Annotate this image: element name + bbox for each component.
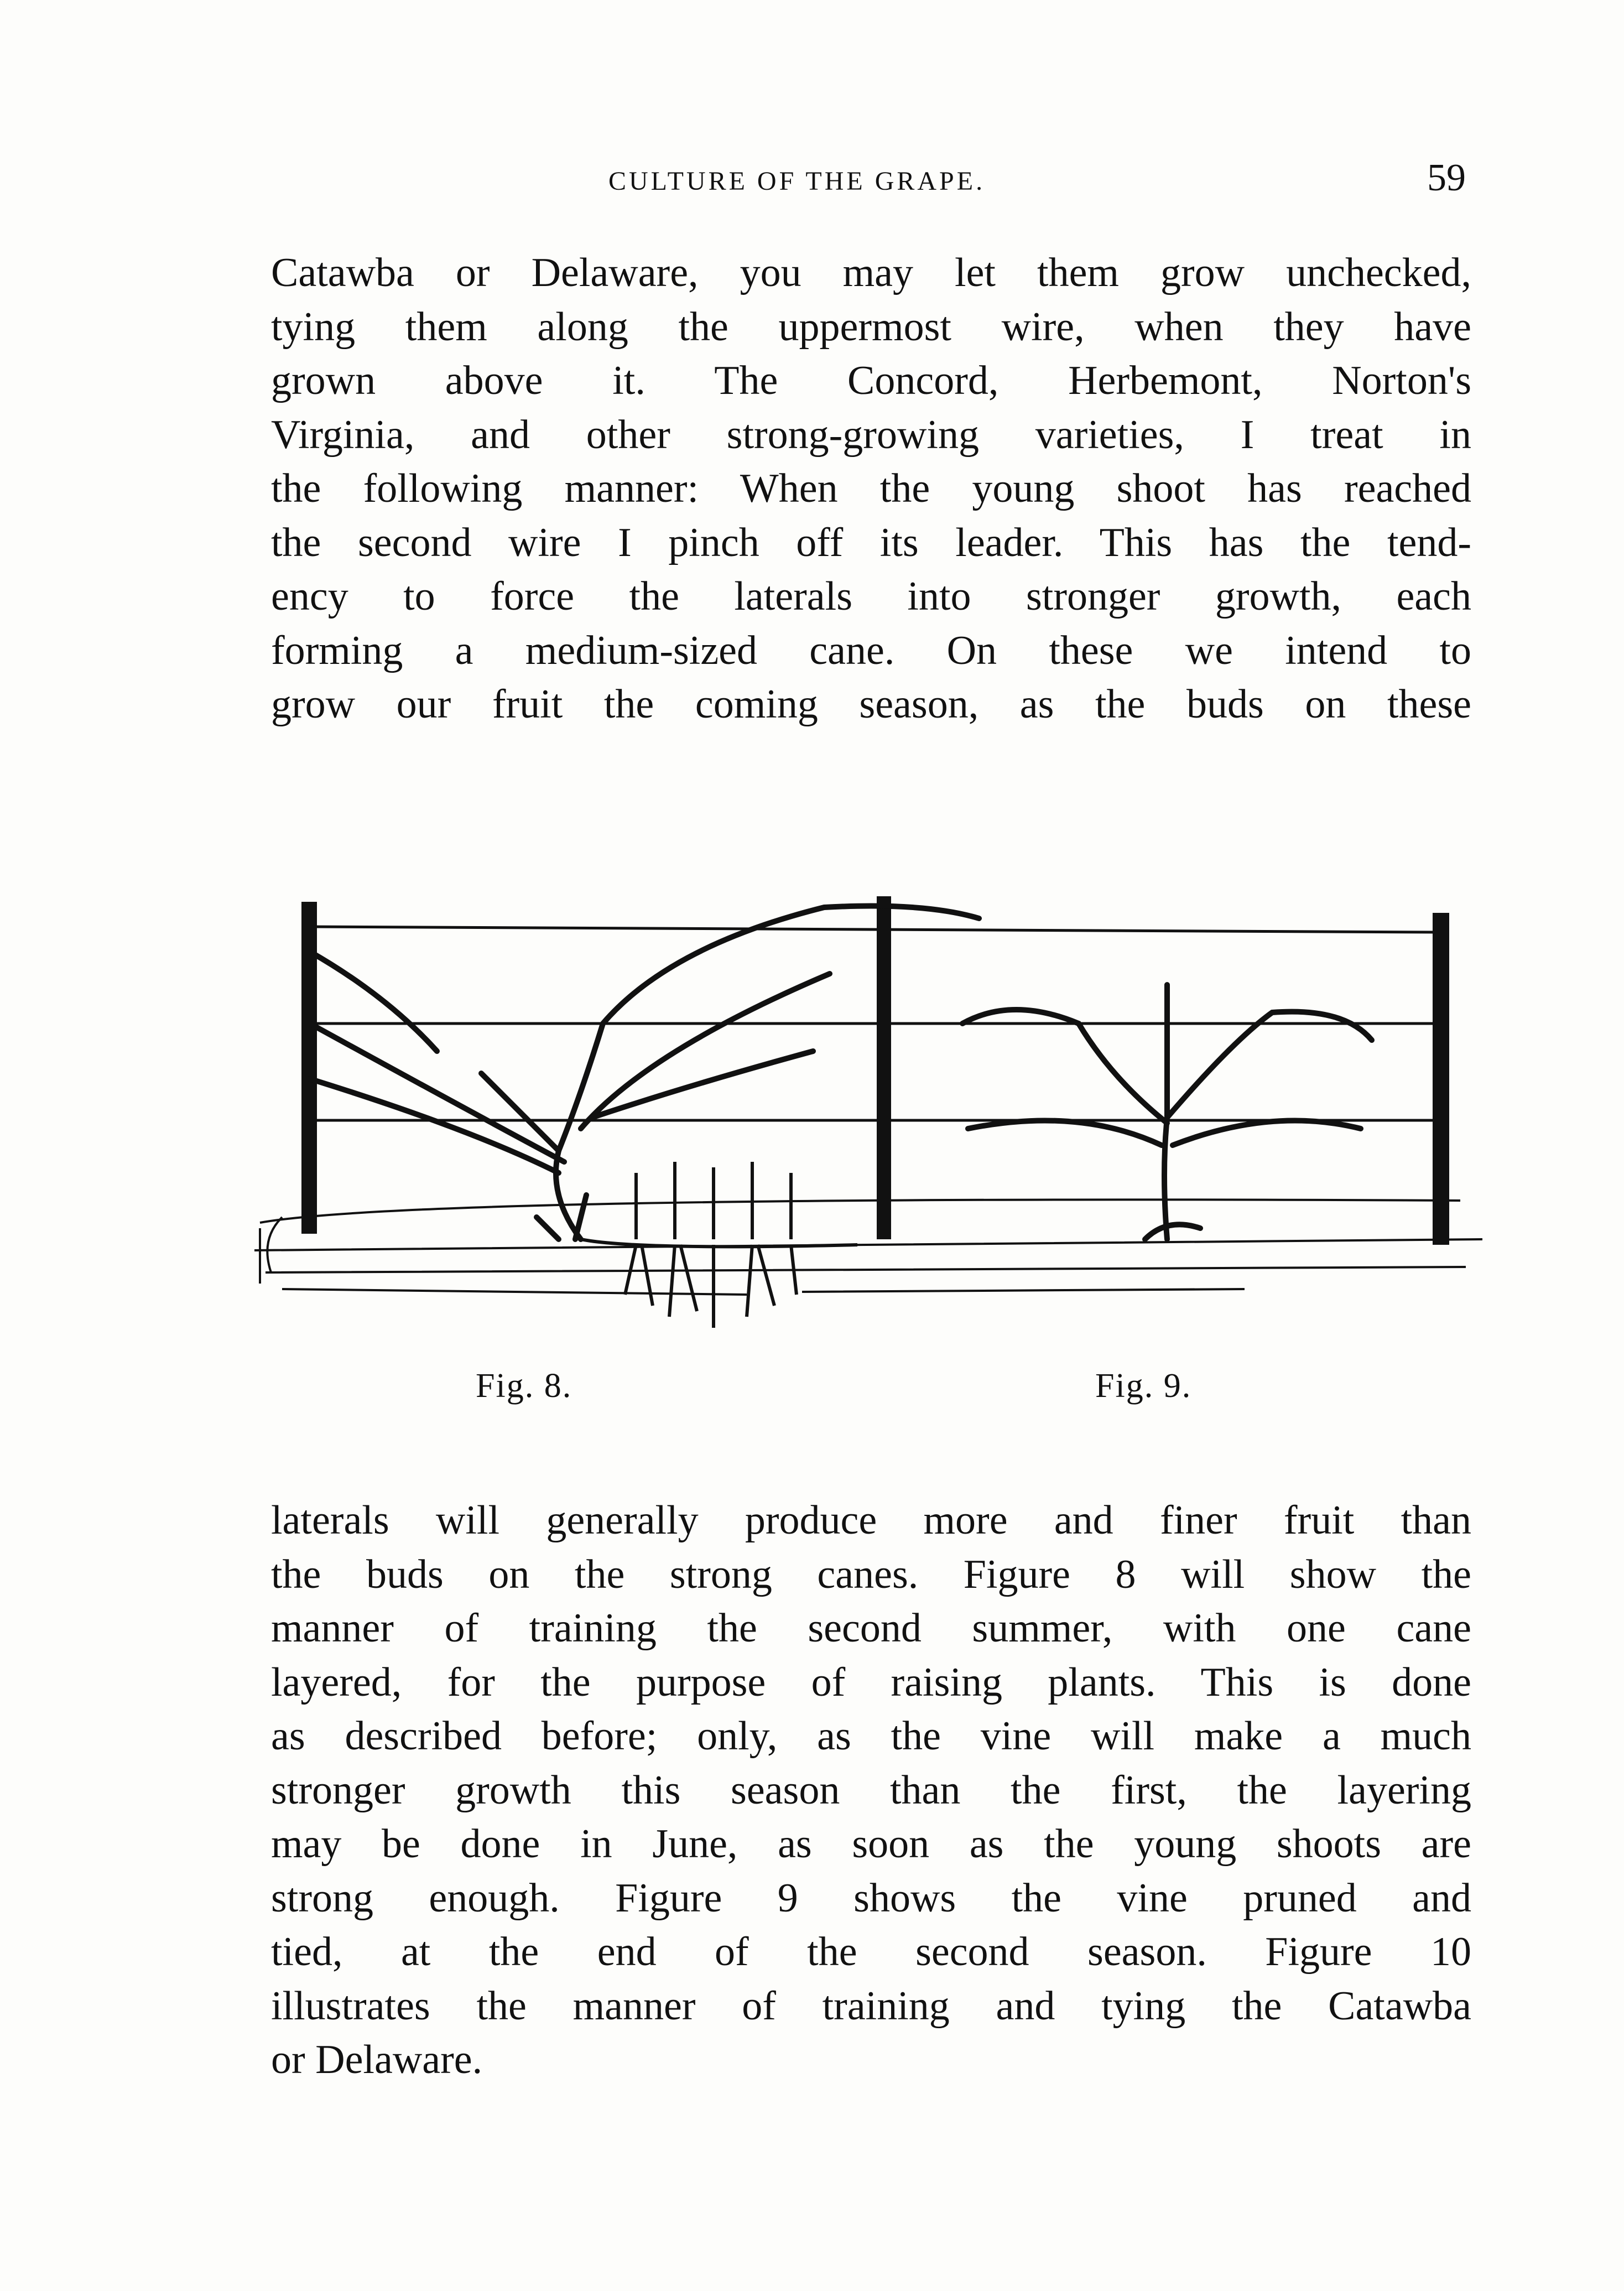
ground-hatching — [254, 1199, 1482, 1295]
text-line: illustrates the manner of training and tying the Catawba — [271, 1983, 1471, 2029]
text-line: the following manner: When the young shoot has reached — [271, 466, 1471, 511]
text-line: tied, at the end of the second season. Figure 10 — [271, 1929, 1471, 1975]
page-header — [608, 157, 1466, 205]
text-line: may be done in June, as soon as the young shoots are — [271, 1821, 1471, 1867]
text-line: stronger growth this season than the first, the layering — [271, 1767, 1471, 1813]
paragraph-2 — [271, 1494, 1471, 2087]
text-line: layered, for the purpose of raising plants. This is done — [271, 1659, 1471, 1705]
figure-9-caption: Fig. 9. — [1095, 1367, 1192, 1405]
layered-cane-roots — [581, 1162, 857, 1328]
text-line: forming a medium-sized cane. On these we intend to — [271, 627, 1471, 673]
text-line: as described before; only, as the vine will make a much — [271, 1713, 1471, 1759]
text-line: the buds on the strong canes. Figure 8 will show the — [271, 1551, 1471, 1597]
text-line: Catawba or Delaware, you may let them grow unchecked, — [271, 250, 1471, 295]
text-line: or Delaware. — [271, 2037, 483, 2082]
trellis-posts — [301, 896, 1449, 1245]
text-line: strong enough. Figure 9 shows the vine pruned and — [271, 1875, 1471, 1921]
text-line: grow our fruit the coming season, as the buds on these — [271, 682, 1471, 727]
page-number: 59 — [1427, 157, 1466, 199]
text-line: manner of training the second summer, with one cane — [271, 1606, 1471, 1651]
text-line: ency to force the laterals into stronger growth, each — [271, 574, 1471, 619]
text-line: grown above it. The Concord, Herbemont, Norton's — [271, 358, 1471, 403]
text-line: Virginia, and other strong-growing varieties, I treat in — [271, 412, 1471, 458]
running-title: CULTURE OF THE GRAPE. — [608, 167, 986, 196]
text-line: tying them along the uppermost wire, when they have — [271, 304, 1471, 350]
figure-8-caption: Fig. 8. — [476, 1367, 572, 1405]
vine-trellis-illustration — [249, 885, 1482, 1361]
text-line: laterals will generally produce more and finer fruit than — [271, 1498, 1471, 1543]
paragraph-1 — [271, 246, 1471, 732]
text-line: the second wire I pinch off its leader. This has the tend- — [271, 519, 1471, 565]
trellis-wires — [310, 927, 1438, 1120]
